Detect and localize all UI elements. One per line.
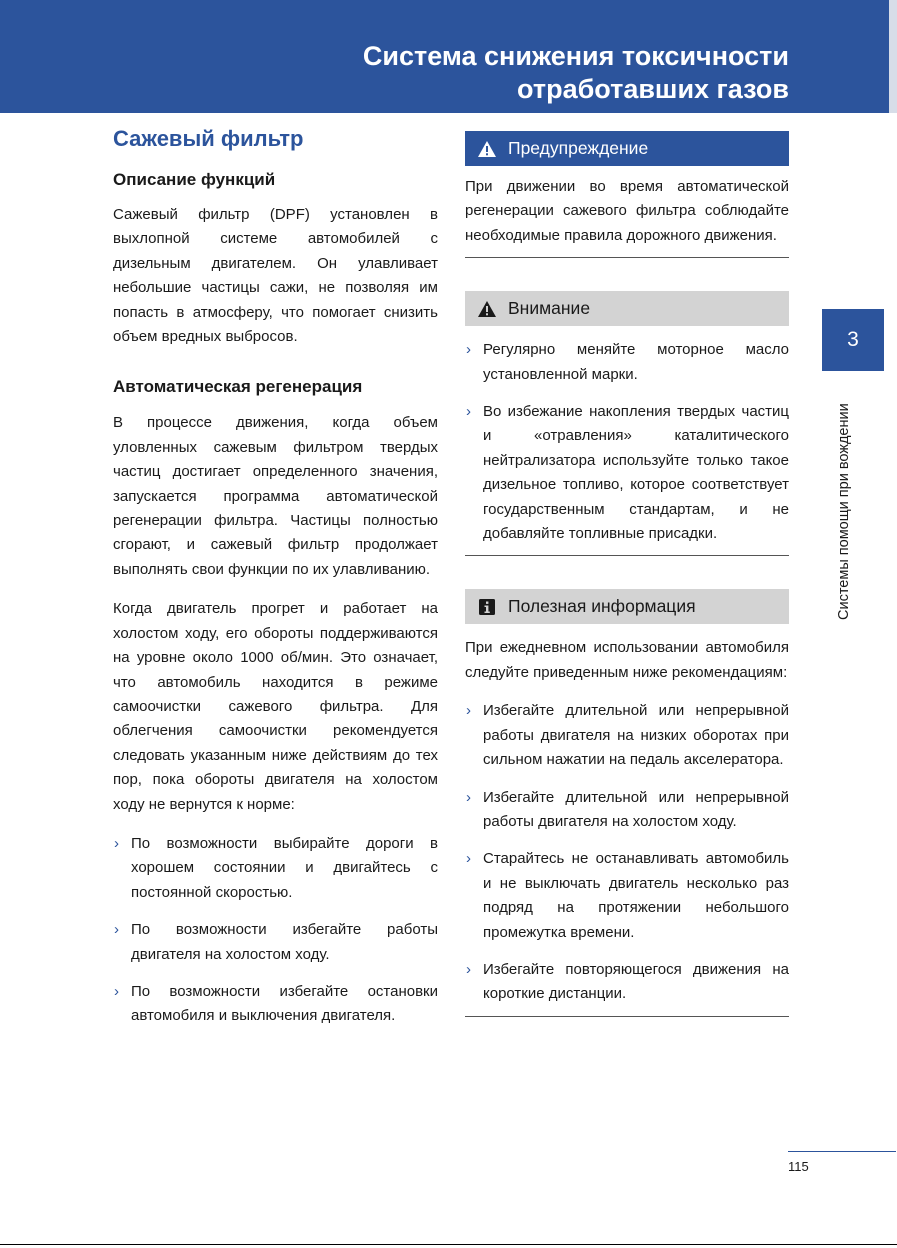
info-text: При ежедневном использовании автомобиля следуйте приведенным ниже рекомендациям: xyxy=(465,639,789,681)
right-column xyxy=(465,131,789,1017)
chevron-right-icon: › xyxy=(466,341,471,359)
list-item xyxy=(465,847,789,945)
list-item xyxy=(465,338,789,387)
page-number: 115 xyxy=(788,1159,809,1174)
warning-box xyxy=(465,131,789,258)
chevron-right-icon: › xyxy=(114,921,119,939)
info-icon xyxy=(477,598,497,616)
info-box xyxy=(465,589,789,1016)
chevron-right-icon: › xyxy=(466,850,471,868)
warning-box-title: Предупреждение xyxy=(508,138,649,158)
warning-triangle-icon xyxy=(477,300,497,318)
recommendations-list xyxy=(113,832,438,1029)
regeneration-paragraph-2: Когда двигатель прогрет и работает на холостом ходу, его обороты поддерживаются на уровне около 1000 об/мин. Это означает, что автомобиль находится в режиме самоочистки сажевого фильтра. Для облегчения самоочистки рекомендуется следовать указанным ниже действиям до тех пор, пока обороты двигателя на холостом ходу не вернутся к норме: xyxy=(113,600,438,813)
chapter-tab: 3 xyxy=(822,309,884,371)
chevron-right-icon: › xyxy=(466,960,471,978)
footer-divider xyxy=(788,1151,896,1152)
list-item-text: Избегайте длительной или непрерывной работы двигателя на низких оборотах при сильном нажатии на педаль акселератора. xyxy=(483,702,789,769)
list-item xyxy=(465,400,789,546)
bottom-divider xyxy=(0,1244,897,1245)
list-item-text: Регулярно меняйте моторное масло установленной марки. xyxy=(483,341,789,383)
regeneration-paragraph-1: В процессе движения, когда объем уловленных сажевым фильтром твердых частиц достигает определенного значения, запускается программа автоматической регенерации фильтра. Частицы полностью сгорают, и сажевый фильтр продолжает выполнять свои функции по их улавливанию. xyxy=(113,414,438,578)
list-item-text: По возможности избегайте остановки автомобиля и выключения двигателя. xyxy=(131,982,438,1025)
list-item-text: По возможности избегайте работы двигателя на холостом ходу. xyxy=(131,921,438,963)
chevron-right-icon: › xyxy=(466,403,471,421)
list-item xyxy=(465,958,789,1007)
info-box-header xyxy=(465,589,789,624)
chevron-right-icon: › xyxy=(114,834,119,852)
info-box-title: Полезная информация xyxy=(508,596,696,617)
chevron-right-icon: › xyxy=(114,982,119,1000)
list-item xyxy=(113,918,438,967)
attention-box-body xyxy=(465,326,789,546)
attention-box-header xyxy=(465,291,789,326)
list-item xyxy=(465,699,789,772)
chevron-right-icon: › xyxy=(466,788,471,806)
left-column xyxy=(113,124,438,1042)
list-item xyxy=(465,786,789,835)
warning-triangle-icon xyxy=(477,140,497,158)
functions-heading: Описание функций xyxy=(113,170,276,189)
attention-list xyxy=(465,338,789,546)
list-item xyxy=(113,980,438,1029)
attention-box-title: Внимание xyxy=(508,298,591,319)
section-title: Сажевый фильтр xyxy=(113,126,304,151)
chapter-label: Системы помощи при вождении xyxy=(836,403,852,620)
attention-box xyxy=(465,291,789,556)
info-list xyxy=(465,699,789,1006)
page-title-line-2: отработавших газов xyxy=(517,74,789,104)
warning-box-header xyxy=(465,131,789,166)
list-item-text: Старайтесь не останавливать автомобиль и не выключать двигатель несколько раз подряд на протяжении небольшого промежутка времени. xyxy=(483,850,789,941)
list-item xyxy=(113,832,438,905)
header-edge xyxy=(889,0,897,113)
functions-paragraph: Сажевый фильтр (DPF) установлен в выхлопной системе автомобилей с дизельным двигателем. Он улавливает небольшие частицы сажи, не позволяя им попасть в атмосферу, что помогает снизить объем вредных выбросов. xyxy=(113,206,438,346)
divider xyxy=(465,1016,789,1017)
divider xyxy=(465,555,789,556)
warning-text: При движении во время автоматической регенерации сажевого фильтра соблюдайте необходимые правила дорожного движения. xyxy=(465,178,789,244)
divider xyxy=(465,257,789,258)
warning-box-body xyxy=(465,166,789,248)
info-box-body xyxy=(465,624,789,1006)
page-title-line-1: Система снижения токсичности xyxy=(362,41,789,71)
list-item-text: Во избежание накопления твердых частиц и «отравления» каталитического нейтрализатора используйте только такое дизельное топливо, которое соответствует государственным стандартам, и не добавляйте топливные присадки. xyxy=(483,403,789,543)
list-item-text: По возможности выбирайте дороги в хорошем состоянии и двигайтесь с постоянной скоростью. xyxy=(131,834,438,901)
chevron-right-icon: › xyxy=(466,702,471,720)
page-title xyxy=(189,40,789,106)
regeneration-heading: Автоматическая регенерация xyxy=(113,377,363,397)
list-item-text: Избегайте длительной или непрерывной работы двигателя на холостом ходу. xyxy=(483,788,789,830)
list-item-text: Избегайте повторяющегося движения на короткие дистанции. xyxy=(483,960,789,1003)
